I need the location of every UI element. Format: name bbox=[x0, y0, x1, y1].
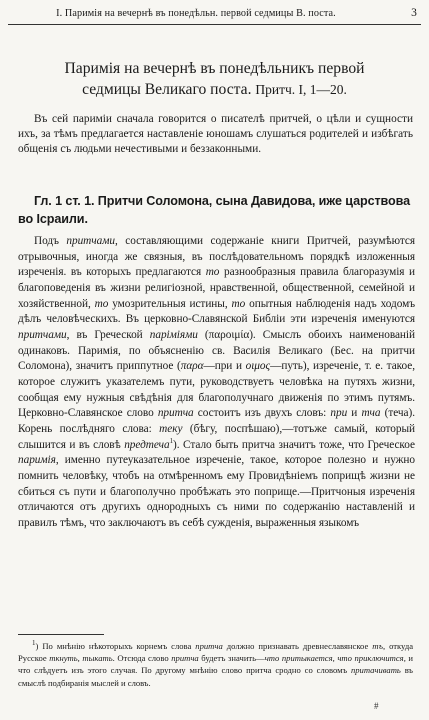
body-emphasis: паримія bbox=[18, 454, 56, 467]
body-text: , именно путеуказательное изреченіе, такое, которое полезно и нужно помнить человѣку, чтобъ на отмѣренномъ ему Провидѣніемъ поприщѣ жизни не сбиться съ пути и благополучно пробѣжать это поприще.—Притчоныя изреченія отличаются отъ другихъ однородныхъ съ ними по содержанію наставленій и правилъ тѣмъ, что заключаютъ въ себѣ сужденія, выраженныя языкомъ bbox=[18, 454, 415, 529]
body-emphasis: притчами bbox=[18, 328, 67, 341]
body-text: (бѣгу, поспѣшаю),—тотъже самый, который слышится и въ словѣ bbox=[18, 422, 415, 451]
footnote-text: будетъ значить— bbox=[198, 653, 265, 664]
footnote-emphasis: что притыкается, что приключится bbox=[264, 653, 404, 664]
body-emphasis: паріміями bbox=[149, 328, 198, 341]
body-text: (теча). Корень послѣдняго слова: bbox=[18, 407, 416, 435]
header-rule bbox=[8, 24, 421, 25]
footnote-marker: 1 bbox=[32, 639, 36, 648]
footnote-text: , и что слѣдуетъ изъ этого случая. По другому мнѣнію слово притча сродно со словомъ bbox=[18, 653, 414, 676]
footnote-emphasis: тъ bbox=[372, 641, 383, 651]
scripture-reference: Притч. I, 1—20. bbox=[255, 82, 347, 97]
body-text: , въ Греческой bbox=[66, 328, 150, 341]
running-head bbox=[10, 6, 419, 24]
footnote-text: ) По мнѣнію нѣкоторыхъ корнемъ слова bbox=[35, 641, 196, 651]
section-heading: Гл. 1 ст. 1. Притчи Соломона, сына Давидова, иже царствова во Ісраили. bbox=[18, 194, 410, 226]
body-emphasis: при bbox=[330, 407, 348, 420]
footnote-reference[interactable]: 1 bbox=[169, 436, 174, 445]
body-text: —путь), изреченіе, т. е. такое, которое служитъ указателемъ пути, руководствуетъ человѣка на путяхъ жизни, сообщая ему нужныя свѣдѣнія для благополучнаго движенія по этимъ путямъ. Церковно-Славянское слово bbox=[18, 360, 415, 420]
body-text: опытныя наблюденія надъ ходомъ дѣлъ человѣческихъ. Въ церковно-Славянской Библіи эти изреченія именуются bbox=[18, 297, 415, 326]
footnote-emphasis: притча bbox=[171, 653, 199, 664]
page-number: 3 bbox=[411, 7, 417, 19]
footnote-text: въ смыслѣ подбиранія мыслей и словъ. bbox=[18, 665, 414, 688]
footnote-text: . Отсюда слово bbox=[112, 653, 172, 664]
body-emphasis: то bbox=[94, 297, 109, 310]
body-text: (παροιμία). Смыслъ обоихъ наименованій одинаковъ. Паримія, по объясненію св. Василія Великаго (Бес. на притчи Соломона), значитъ приппутное ( bbox=[18, 328, 415, 373]
body-emphasis: οιμος bbox=[245, 360, 271, 373]
footnote-text: должно признавать древнеславянское bbox=[222, 641, 373, 651]
body-text: и bbox=[347, 407, 362, 420]
body-emphasis: παρα bbox=[180, 360, 204, 373]
body-emphasis: предтеча bbox=[124, 438, 170, 451]
running-head-title: I. Паримія на вечернѣ въ понедѣльн. первой седмицы В. поста. bbox=[56, 8, 336, 19]
page-title-line2-text: седмицы Великаго поста. bbox=[82, 81, 252, 98]
body-emphasis: теку bbox=[159, 422, 183, 435]
footnote-text: , откуда Русское bbox=[18, 641, 414, 664]
body-emphasis: то bbox=[205, 266, 220, 279]
body-text: , составляющими содержаніе книги Притчей, разумѣются отрывочныя, иногда же связныя, въ послѣдовательномъ порядкѣ изложенныя изреченія. въ которыхъ предлагаются bbox=[18, 235, 415, 279]
footnote-rule bbox=[18, 634, 104, 635]
body-text: разнообразныя правила благоразумія и благоповеденія въ жизни религіозной, нравственной, общественной, семейной и хозяйственной, bbox=[18, 266, 415, 310]
footnote-emphasis: притча bbox=[195, 641, 223, 651]
body-emphasis: притча bbox=[157, 407, 194, 420]
body-text: умозрительныя истины, bbox=[108, 297, 232, 310]
body-text: состоитъ изъ двухъ словъ: bbox=[193, 407, 331, 420]
corner-mark: # bbox=[374, 701, 379, 711]
body-emphasis: то bbox=[231, 297, 246, 310]
footnote bbox=[18, 640, 413, 689]
page-title bbox=[18, 58, 411, 100]
body-text: ). Стало быть притча значитъ тоже, что Греческое bbox=[173, 438, 415, 451]
page-title-line2 bbox=[18, 79, 411, 100]
footnote-emphasis: ткнуть, тыкать bbox=[49, 653, 113, 664]
body-emphasis: тча bbox=[361, 407, 381, 420]
body-paragraph bbox=[18, 234, 415, 531]
summary-paragraph: Въ сей паримiи сначала говорится о писателѣ притчей, о цѣли и сущности ихъ, за тѣмъ предлагается наставленіе юношамъ слушаться родителей и избѣгать общенія съ людьми нечестивыми и беззаконными. bbox=[18, 113, 413, 156]
body-emphasis: притчами bbox=[66, 235, 115, 247]
body-text: Подъ bbox=[34, 235, 67, 247]
footnote-emphasis: притачивать bbox=[350, 665, 401, 676]
body-text: —при и bbox=[203, 360, 246, 373]
page-title-line1: Паримія на вечернѣ въ понедѣльникъ первой bbox=[64, 60, 365, 77]
